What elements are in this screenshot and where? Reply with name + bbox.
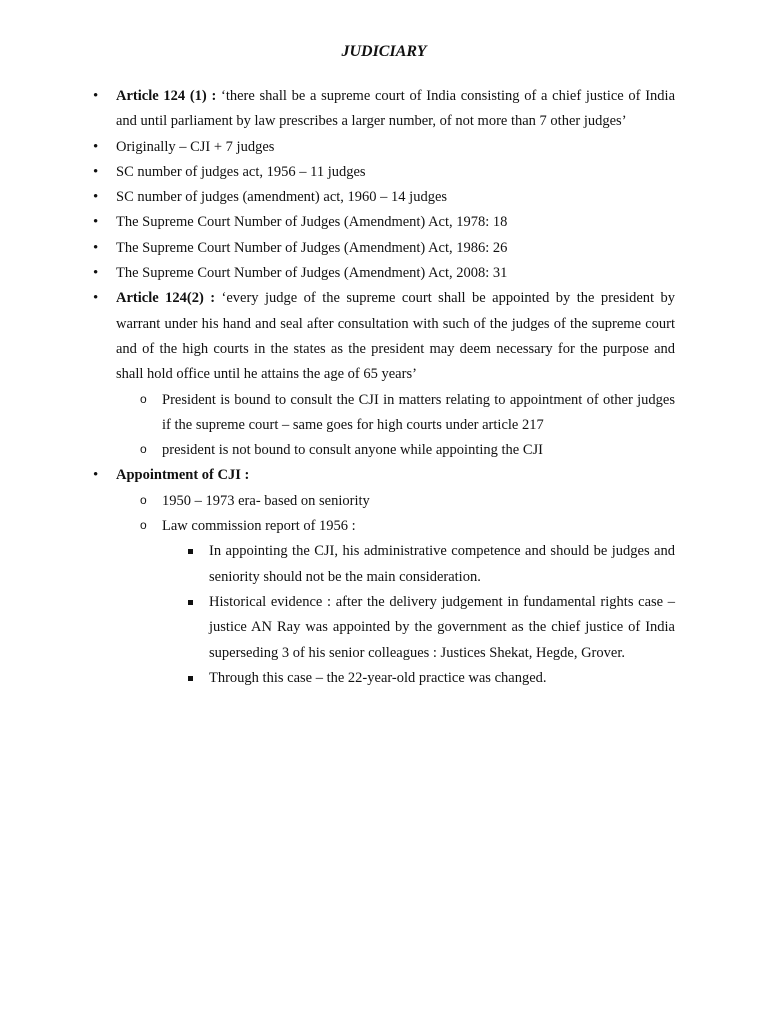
sub-item-text: 1950 – 1973 era- based on seniority: [162, 492, 370, 509]
sub-list: [142, 388, 675, 464]
list-item: [96, 185, 675, 210]
sub-sub-list-item: [188, 539, 675, 590]
sub-list-item: [142, 489, 675, 514]
list-item: [96, 236, 675, 261]
sub-item-text: President is bound to consult the CJI in matters relating to appointment of other judges if the supreme court – same goes for high courts under article 217: [162, 391, 675, 433]
sub-item-text: president is not bound to consult anyone while appointing the CJI: [162, 442, 543, 459]
sub-sub-item-text: Historical evidence : after the delivery judgement in fundamental rights case – justice AN Ray was appointed by the government as the chief justice of India superseding 3 of his senior colleagues : Justices Shekat, Hegde, Grover.: [209, 593, 675, 661]
item-text: The Supreme Court Number of Judges (Amendment) Act, 1986: 26: [116, 239, 508, 256]
sub-sub-item-text: In appointing the CJI, his administrative competence and should be judges and seniority should not be the main consideration.: [209, 543, 675, 585]
item-text: SC number of judges (amendment) act, 1960 – 14 judges: [116, 189, 448, 206]
item-text: The Supreme Court Number of Judges (Amendment) Act, 2008: 31: [116, 265, 508, 282]
item-text: Originally – CJI + 7 judges: [116, 138, 275, 155]
list-item: [96, 286, 675, 463]
document-title: JUDICIARY: [341, 43, 427, 60]
sub-sub-list-item: [188, 590, 675, 666]
list-item: [96, 160, 675, 185]
list-item: [96, 84, 675, 135]
item-text: The Supreme Court Number of Judges (Amendment) Act, 1978: 18: [116, 214, 508, 231]
item-text: ‘there shall be a supreme court of India consisting of a chief justice of India and until parliament by law prescribes a larger number, of not more than 7 other judges’: [116, 88, 676, 130]
sub-item-text: Law commission report of 1956 :: [162, 518, 356, 535]
item-text: SC number of judges act, 1956 – 11 judges: [116, 163, 366, 180]
item-heading: Article 124 (1) :: [116, 88, 217, 104]
item-heading: Article 124(2) :: [116, 290, 216, 307]
sub-sub-list-item: [188, 666, 675, 691]
sub-sub-item-text: Through this case – the 22-year-old practice was changed.: [209, 669, 547, 686]
list-item: [96, 210, 675, 235]
list-item: [96, 135, 675, 160]
sub-list-item: [142, 388, 675, 439]
sub-sub-list: [188, 539, 675, 691]
sub-list: [142, 489, 675, 691]
sub-list-item: [142, 438, 675, 463]
item-heading: Appointment of CJI :: [116, 467, 250, 484]
main-bullet-list: [96, 84, 675, 691]
list-item: [96, 463, 675, 691]
sub-list-item: [142, 514, 675, 691]
list-item: [96, 261, 675, 286]
item-text: ‘every judge of the supreme court shall be appointed by the president by warrant under his hand and seal after consultation with such of the judges of the supreme court and of the high courts in the states as the president may deem necessary for the purpose and shall hold office until he attains the age of 65 years’: [116, 290, 675, 383]
